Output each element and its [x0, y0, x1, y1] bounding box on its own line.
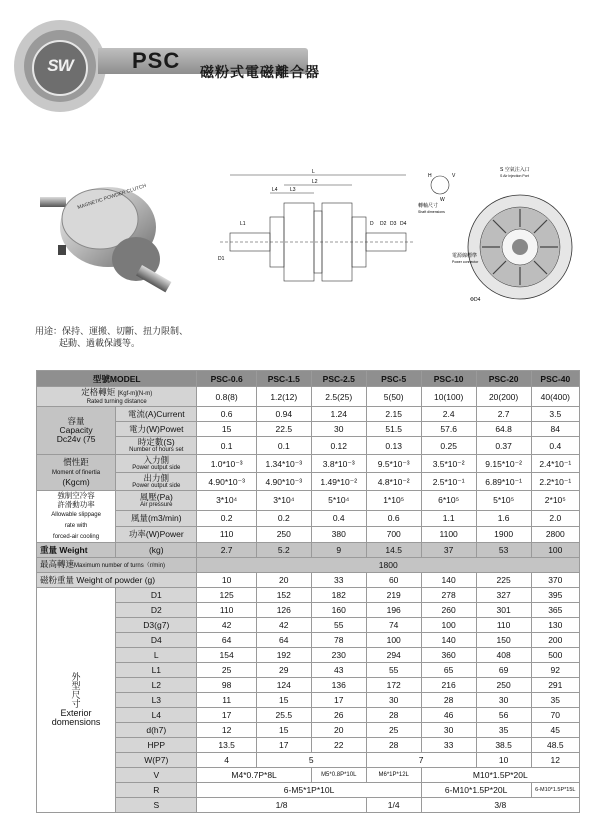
air-port-note: S 空氣注入口 — [500, 167, 530, 173]
table-cell: 110 — [197, 603, 256, 618]
v-label: V — [116, 768, 197, 783]
table-cell: 3*10⁴ — [197, 491, 256, 511]
w-label: W(P7) — [116, 753, 197, 768]
s-label: S — [116, 798, 197, 813]
dim-L: L — [312, 169, 315, 175]
table-cell: 182 — [311, 588, 366, 603]
exterior-label: 外 型 尺 寸 Exterior domensions — [37, 588, 116, 813]
table-cell: 100 — [366, 633, 421, 648]
table-cell: 56 — [476, 708, 531, 723]
table-cell: 46 — [421, 708, 476, 723]
table-row-dim — [37, 693, 580, 708]
dim-D1: D1 — [218, 256, 225, 262]
dim-label: d(h7) — [116, 723, 197, 738]
table-row-air-flow — [37, 510, 580, 526]
table-cell: 1900 — [476, 526, 531, 542]
torque-label: 定格轉矩 [Kgf-m](N-m) Rated turning distance — [37, 387, 197, 407]
table-cell: 64 — [197, 633, 256, 648]
table-cell: 55 — [311, 618, 366, 633]
table-cell: 2.5(25) — [311, 387, 366, 407]
table-cell: 42 — [256, 618, 311, 633]
dim-label: L3 — [116, 693, 197, 708]
output-side-label: 出力側 Power output side — [116, 473, 197, 491]
table-cell: 53 — [476, 543, 531, 558]
r-label: R — [116, 783, 197, 798]
table-cell: 30 — [366, 693, 421, 708]
front-view — [452, 166, 572, 303]
table-cell: 4 — [197, 753, 256, 768]
table-row-dim — [37, 648, 580, 663]
table-cell: 0.1 — [197, 437, 256, 455]
table-row-dim — [37, 723, 580, 738]
dim-L2: L2 — [312, 179, 318, 185]
table-cell: 1.6 — [476, 510, 531, 526]
table-cell: 51.5 — [366, 422, 421, 437]
table-cell: 5*10⁴ — [311, 491, 366, 511]
table-cell: 48.5 — [531, 738, 579, 753]
table-header-row — [37, 371, 580, 387]
table-cell: 1.49*10⁻² — [311, 473, 366, 491]
table-cell: 2.5*10⁻¹ — [421, 473, 476, 491]
table-row-w — [37, 753, 580, 768]
table-cell: 3*10⁴ — [256, 491, 311, 511]
cooling-label: 強制空冷容 許滑動功率 Allowable slippage rate with forced-air cooling — [37, 491, 116, 543]
table-row-cooling-power — [37, 526, 580, 542]
table-cell: 22.5 — [256, 422, 311, 437]
dim-label: D3(g7) — [116, 618, 197, 633]
table-cell: 0.4 — [311, 510, 366, 526]
table-cell: 29 — [256, 663, 311, 678]
table-cell: 301 — [476, 603, 531, 618]
air-flow-label: 風量(m3/min) — [116, 510, 197, 526]
table-cell: 1.2(12) — [256, 387, 311, 407]
table-cell: 136 — [311, 678, 366, 693]
table-cell: 17 — [256, 738, 311, 753]
dim-D: D — [370, 221, 374, 227]
table-cell: 2.15 — [366, 407, 421, 422]
table-row-dim — [37, 678, 580, 693]
table-row-dim — [37, 633, 580, 648]
table-cell: 0.2 — [256, 510, 311, 526]
table-cell: 37 — [421, 543, 476, 558]
table-cell: 192 — [256, 648, 311, 663]
dim-D3: D3 — [390, 221, 397, 227]
table-row-dim — [37, 738, 580, 753]
table-cell: 26 — [311, 708, 366, 723]
table-cell: 6*10⁵ — [421, 491, 476, 511]
input-side-label: 入力側 Power output side — [116, 455, 197, 473]
table-cell: 92 — [531, 663, 579, 678]
table-cell: 5.2 — [256, 543, 311, 558]
table-cell: 140 — [421, 633, 476, 648]
table-cell: M4*0.7P*8L — [197, 768, 311, 783]
table-cell: 250 — [256, 526, 311, 542]
table-cell: 6.89*10⁻¹ — [476, 473, 531, 491]
table-cell: 64 — [256, 633, 311, 648]
table-row-dim — [37, 603, 580, 618]
table-row-r — [37, 783, 580, 798]
table-cell: 35 — [531, 693, 579, 708]
dim-phi-D4: ΦD4 — [470, 297, 481, 303]
table-cell: 25.5 — [256, 708, 311, 723]
table-cell: 3.8*10⁻³ — [311, 455, 366, 473]
table-cell: 100 — [421, 618, 476, 633]
table-cell: 154 — [197, 648, 256, 663]
table-row-dim — [37, 588, 580, 603]
table-cell: 22 — [311, 738, 366, 753]
table-cell: 278 — [421, 588, 476, 603]
table-cell: 150 — [476, 633, 531, 648]
current-label: 電流(A)Current — [116, 407, 197, 422]
usage-line-2: 起動、過載保護等。 — [59, 338, 141, 348]
table-row-max-rpm — [37, 558, 580, 573]
shaft-note: 轉軸尺寸 — [418, 203, 439, 209]
table-cell: 35 — [476, 723, 531, 738]
table-cell: 17 — [311, 693, 366, 708]
table-cell: 0.12 — [311, 437, 366, 455]
table-cell: 2.7 — [476, 407, 531, 422]
table-cell: 9.15*10⁻² — [476, 455, 531, 473]
table-cell: 25 — [366, 723, 421, 738]
table-cell: 4.90*10⁻³ — [256, 473, 311, 491]
table-cell: 2*10⁵ — [531, 491, 579, 511]
dim-L1: L1 — [240, 221, 246, 227]
table-row-dim — [37, 708, 580, 723]
dimension-drawing — [200, 165, 580, 315]
table-cell: 1/8 — [197, 798, 366, 813]
dim-L4: L4 — [272, 187, 278, 193]
dim-label: D4 — [116, 633, 197, 648]
table-cell: 250 — [476, 678, 531, 693]
table-cell: 291 — [531, 678, 579, 693]
table-cell: 0.1 — [256, 437, 311, 455]
table-cell: 45 — [531, 723, 579, 738]
table-cell: 14.5 — [366, 543, 421, 558]
table-cell: 5*10⁵ — [476, 491, 531, 511]
table-cell: 216 — [421, 678, 476, 693]
table-cell: 2.4*10⁻¹ — [531, 455, 579, 473]
table-cell: 3.5*10⁻² — [421, 455, 476, 473]
table-cell: 10(100) — [421, 387, 476, 407]
table-cell: 15 — [256, 723, 311, 738]
table-cell: 12 — [531, 753, 579, 768]
lead-note-en: Power connector — [452, 260, 479, 264]
table-cell: 30 — [421, 723, 476, 738]
table-cell: 500 — [531, 648, 579, 663]
table-cell: 13.5 — [197, 738, 256, 753]
table-cell: 0.8(8) — [197, 387, 256, 407]
table-cell: 1.1 — [421, 510, 476, 526]
shaft-detail — [418, 173, 456, 214]
dim-label: D2 — [116, 603, 197, 618]
table-cell: 28 — [366, 708, 421, 723]
capacity-label: 容量 Capacity Dc24v (75 — [37, 407, 116, 455]
model-col: PSC-2.5 — [311, 371, 366, 387]
table-cell: 25 — [197, 663, 256, 678]
dim-label: L — [116, 648, 197, 663]
table-cell: 1100 — [421, 526, 476, 542]
table-row-weight — [37, 543, 580, 558]
table-cell: 130 — [531, 618, 579, 633]
table-cell: 0.13 — [366, 437, 421, 455]
table-cell: 1.0*10⁻³ — [197, 455, 256, 473]
spec-table — [36, 370, 580, 813]
table-cell: 60 — [366, 573, 421, 588]
table-cell: 20 — [311, 723, 366, 738]
table-cell: 65 — [421, 663, 476, 678]
table-cell: 20(200) — [476, 387, 531, 407]
table-cell: 9.5*10⁻³ — [366, 455, 421, 473]
power-connector — [58, 245, 66, 255]
table-cell: 360 — [421, 648, 476, 663]
nameplate-text: MAGNETIC POWDER CLUTCH — [76, 182, 148, 211]
table-cell: 0.6 — [366, 510, 421, 526]
table-row-power — [37, 422, 580, 437]
product-photo — [38, 175, 188, 305]
table-cell: 64.8 — [476, 422, 531, 437]
table-cell: 700 — [366, 526, 421, 542]
table-cell: 124 — [256, 678, 311, 693]
table-cell: 0.25 — [421, 437, 476, 455]
table-cell: 11 — [197, 693, 256, 708]
time-label: 時定數(S) Number of hours set — [116, 437, 197, 455]
table-cell: 160 — [311, 603, 366, 618]
table-cell: M5*0.8P*10L — [311, 768, 366, 783]
table-row-v — [37, 768, 580, 783]
shaft-note-en: Shaft dimensions — [418, 210, 445, 214]
table-row-time — [37, 437, 580, 455]
usage-line-1: 用途：保持、運搬、切斷、扭力限制、 — [35, 326, 189, 336]
table-cell: 2.2*10⁻¹ — [531, 473, 579, 491]
table-cell: 219 — [366, 588, 421, 603]
table-cell: 0.37 — [476, 437, 531, 455]
table-cell: 15 — [256, 693, 311, 708]
table-cell: 4.8*10⁻² — [366, 473, 421, 491]
table-cell: 6-M10*1.5P*15L — [531, 783, 579, 798]
table-row-inertia-input — [37, 455, 580, 473]
inertia-label: 慣性距 Moment of finertia (Kgcm) — [37, 455, 116, 491]
table-cell: 110 — [476, 618, 531, 633]
table-cell: 408 — [476, 648, 531, 663]
table-cell: 196 — [366, 603, 421, 618]
dim-label: L4 — [116, 708, 197, 723]
table-cell: 5 — [256, 753, 366, 768]
model-col: PSC-0.6 — [197, 371, 256, 387]
table-cell: 172 — [366, 678, 421, 693]
table-cell: 9 — [311, 543, 366, 558]
table-cell: 1.34*10⁻³ — [256, 455, 311, 473]
page-header — [0, 0, 605, 120]
table-row-current — [37, 407, 580, 422]
table-cell: 69 — [476, 663, 531, 678]
table-cell: 2.7 — [197, 543, 256, 558]
table-cell: 38.5 — [476, 738, 531, 753]
table-cell: 152 — [256, 588, 311, 603]
table-cell: 125 — [197, 588, 256, 603]
power-label: 電力(W)Powet — [116, 422, 197, 437]
table-cell: 10 — [476, 753, 531, 768]
logo-text: SW — [47, 56, 73, 75]
cooling-power-label: 功率(W)Power — [116, 526, 197, 542]
table-cell: 100 — [531, 543, 579, 558]
weight-label: 重量 Weight — [37, 543, 116, 558]
table-cell: 30 — [476, 693, 531, 708]
exterior-dimensions — [37, 588, 580, 813]
table-cell: 0.2 — [197, 510, 256, 526]
table-cell: 327 — [476, 588, 531, 603]
table-cell: 33 — [311, 573, 366, 588]
air-pressure-label: 風壓(Pa) Air pressure — [116, 491, 197, 511]
table-cell: 200 — [531, 633, 579, 648]
max-rpm-value: 1800 — [197, 558, 580, 573]
table-cell: 110 — [197, 526, 256, 542]
table-cell: 98 — [197, 678, 256, 693]
table-cell: M6*1P*12L — [366, 768, 421, 783]
table-cell: 78 — [311, 633, 366, 648]
table-row-dim — [37, 663, 580, 678]
table-cell: 42 — [197, 618, 256, 633]
weight-unit: (kg) — [116, 543, 197, 558]
table-row-dim — [37, 618, 580, 633]
table-cell: 126 — [256, 603, 311, 618]
model-col: PSC-10 — [421, 371, 476, 387]
air-port-note-en: S Air Injection Port — [500, 174, 529, 178]
table-cell: 5(50) — [366, 387, 421, 407]
side-view — [220, 175, 415, 281]
table-row-air-pressure — [37, 491, 580, 511]
table-cell: 0.4 — [531, 437, 579, 455]
table-cell: 33 — [421, 738, 476, 753]
table-cell: 0.94 — [256, 407, 311, 422]
model-header: 型號MODEL — [37, 371, 197, 387]
dim-label: L1 — [116, 663, 197, 678]
model-col: PSC-5 — [366, 371, 421, 387]
table-cell: M10*1.5P*20L — [421, 768, 579, 783]
table-cell: 84 — [531, 422, 579, 437]
dim-H: H — [428, 173, 432, 179]
powder-label: 磁粉重量 Weight of powder (g) — [37, 573, 197, 588]
table-cell: 40(400) — [531, 387, 579, 407]
table-cell: 43 — [311, 663, 366, 678]
dim-W: W — [440, 197, 445, 203]
table-cell: 70 — [531, 708, 579, 723]
table-cell: 17 — [197, 708, 256, 723]
dim-V: V — [452, 173, 456, 179]
table-cell: 20 — [256, 573, 311, 588]
table-row-s — [37, 798, 580, 813]
dim-L3: L3 — [290, 187, 296, 193]
table-cell: 15 — [197, 422, 256, 437]
table-cell: 7 — [366, 753, 476, 768]
table-cell: 294 — [366, 648, 421, 663]
table-row-inertia-output — [37, 473, 580, 491]
dim-D4: D4 — [400, 221, 407, 227]
usage-note — [35, 325, 188, 349]
table-cell: 140 — [421, 573, 476, 588]
table-cell: 1/4 — [366, 798, 421, 813]
table-cell: 28 — [421, 693, 476, 708]
table-cell: 57.6 — [421, 422, 476, 437]
page-title: PSC — [132, 48, 181, 73]
input-shaft — [40, 197, 66, 207]
table-cell: 74 — [366, 618, 421, 633]
table-cell: 28 — [366, 738, 421, 753]
table-cell: 6-M5*1P*10L — [197, 783, 421, 798]
table-cell: 380 — [311, 526, 366, 542]
dim-label: L2 — [116, 678, 197, 693]
model-col: PSC-20 — [476, 371, 531, 387]
lead-note: 電源線標準 — [452, 253, 478, 259]
table-cell: 225 — [476, 573, 531, 588]
table-cell: 2.0 — [531, 510, 579, 526]
table-cell: 370 — [531, 573, 579, 588]
table-cell: 1*10⁵ — [366, 491, 421, 511]
table-row-torque — [37, 387, 580, 407]
table-cell: 395 — [531, 588, 579, 603]
table-cell: 230 — [311, 648, 366, 663]
table-cell: 6-M10*1.5P*20L — [421, 783, 531, 798]
table-cell: 365 — [531, 603, 579, 618]
model-col: PSC-40 — [531, 371, 579, 387]
table-cell: 260 — [421, 603, 476, 618]
table-cell: 55 — [366, 663, 421, 678]
dim-label: D1 — [116, 588, 197, 603]
table-cell: 10 — [197, 573, 256, 588]
table-cell: 30 — [311, 422, 366, 437]
table-cell: 2.4 — [421, 407, 476, 422]
table-cell: 0.6 — [197, 407, 256, 422]
table-cell: 2800 — [531, 526, 579, 542]
page-subtitle: 磁粉式電磁離合器 — [200, 64, 320, 80]
dim-D2: D2 — [380, 221, 387, 227]
table-row-powder — [37, 573, 580, 588]
max-rpm-label: 最高轉速Maximum number of turns（r/min) — [37, 558, 197, 573]
model-col: PSC-1.5 — [256, 371, 311, 387]
table-cell: 12 — [197, 723, 256, 738]
table-cell: 1.24 — [311, 407, 366, 422]
table-cell: 3/8 — [421, 798, 579, 813]
dim-label: HPP — [116, 738, 197, 753]
table-cell: 3.5 — [531, 407, 579, 422]
table-cell: 4.90*10⁻³ — [197, 473, 256, 491]
